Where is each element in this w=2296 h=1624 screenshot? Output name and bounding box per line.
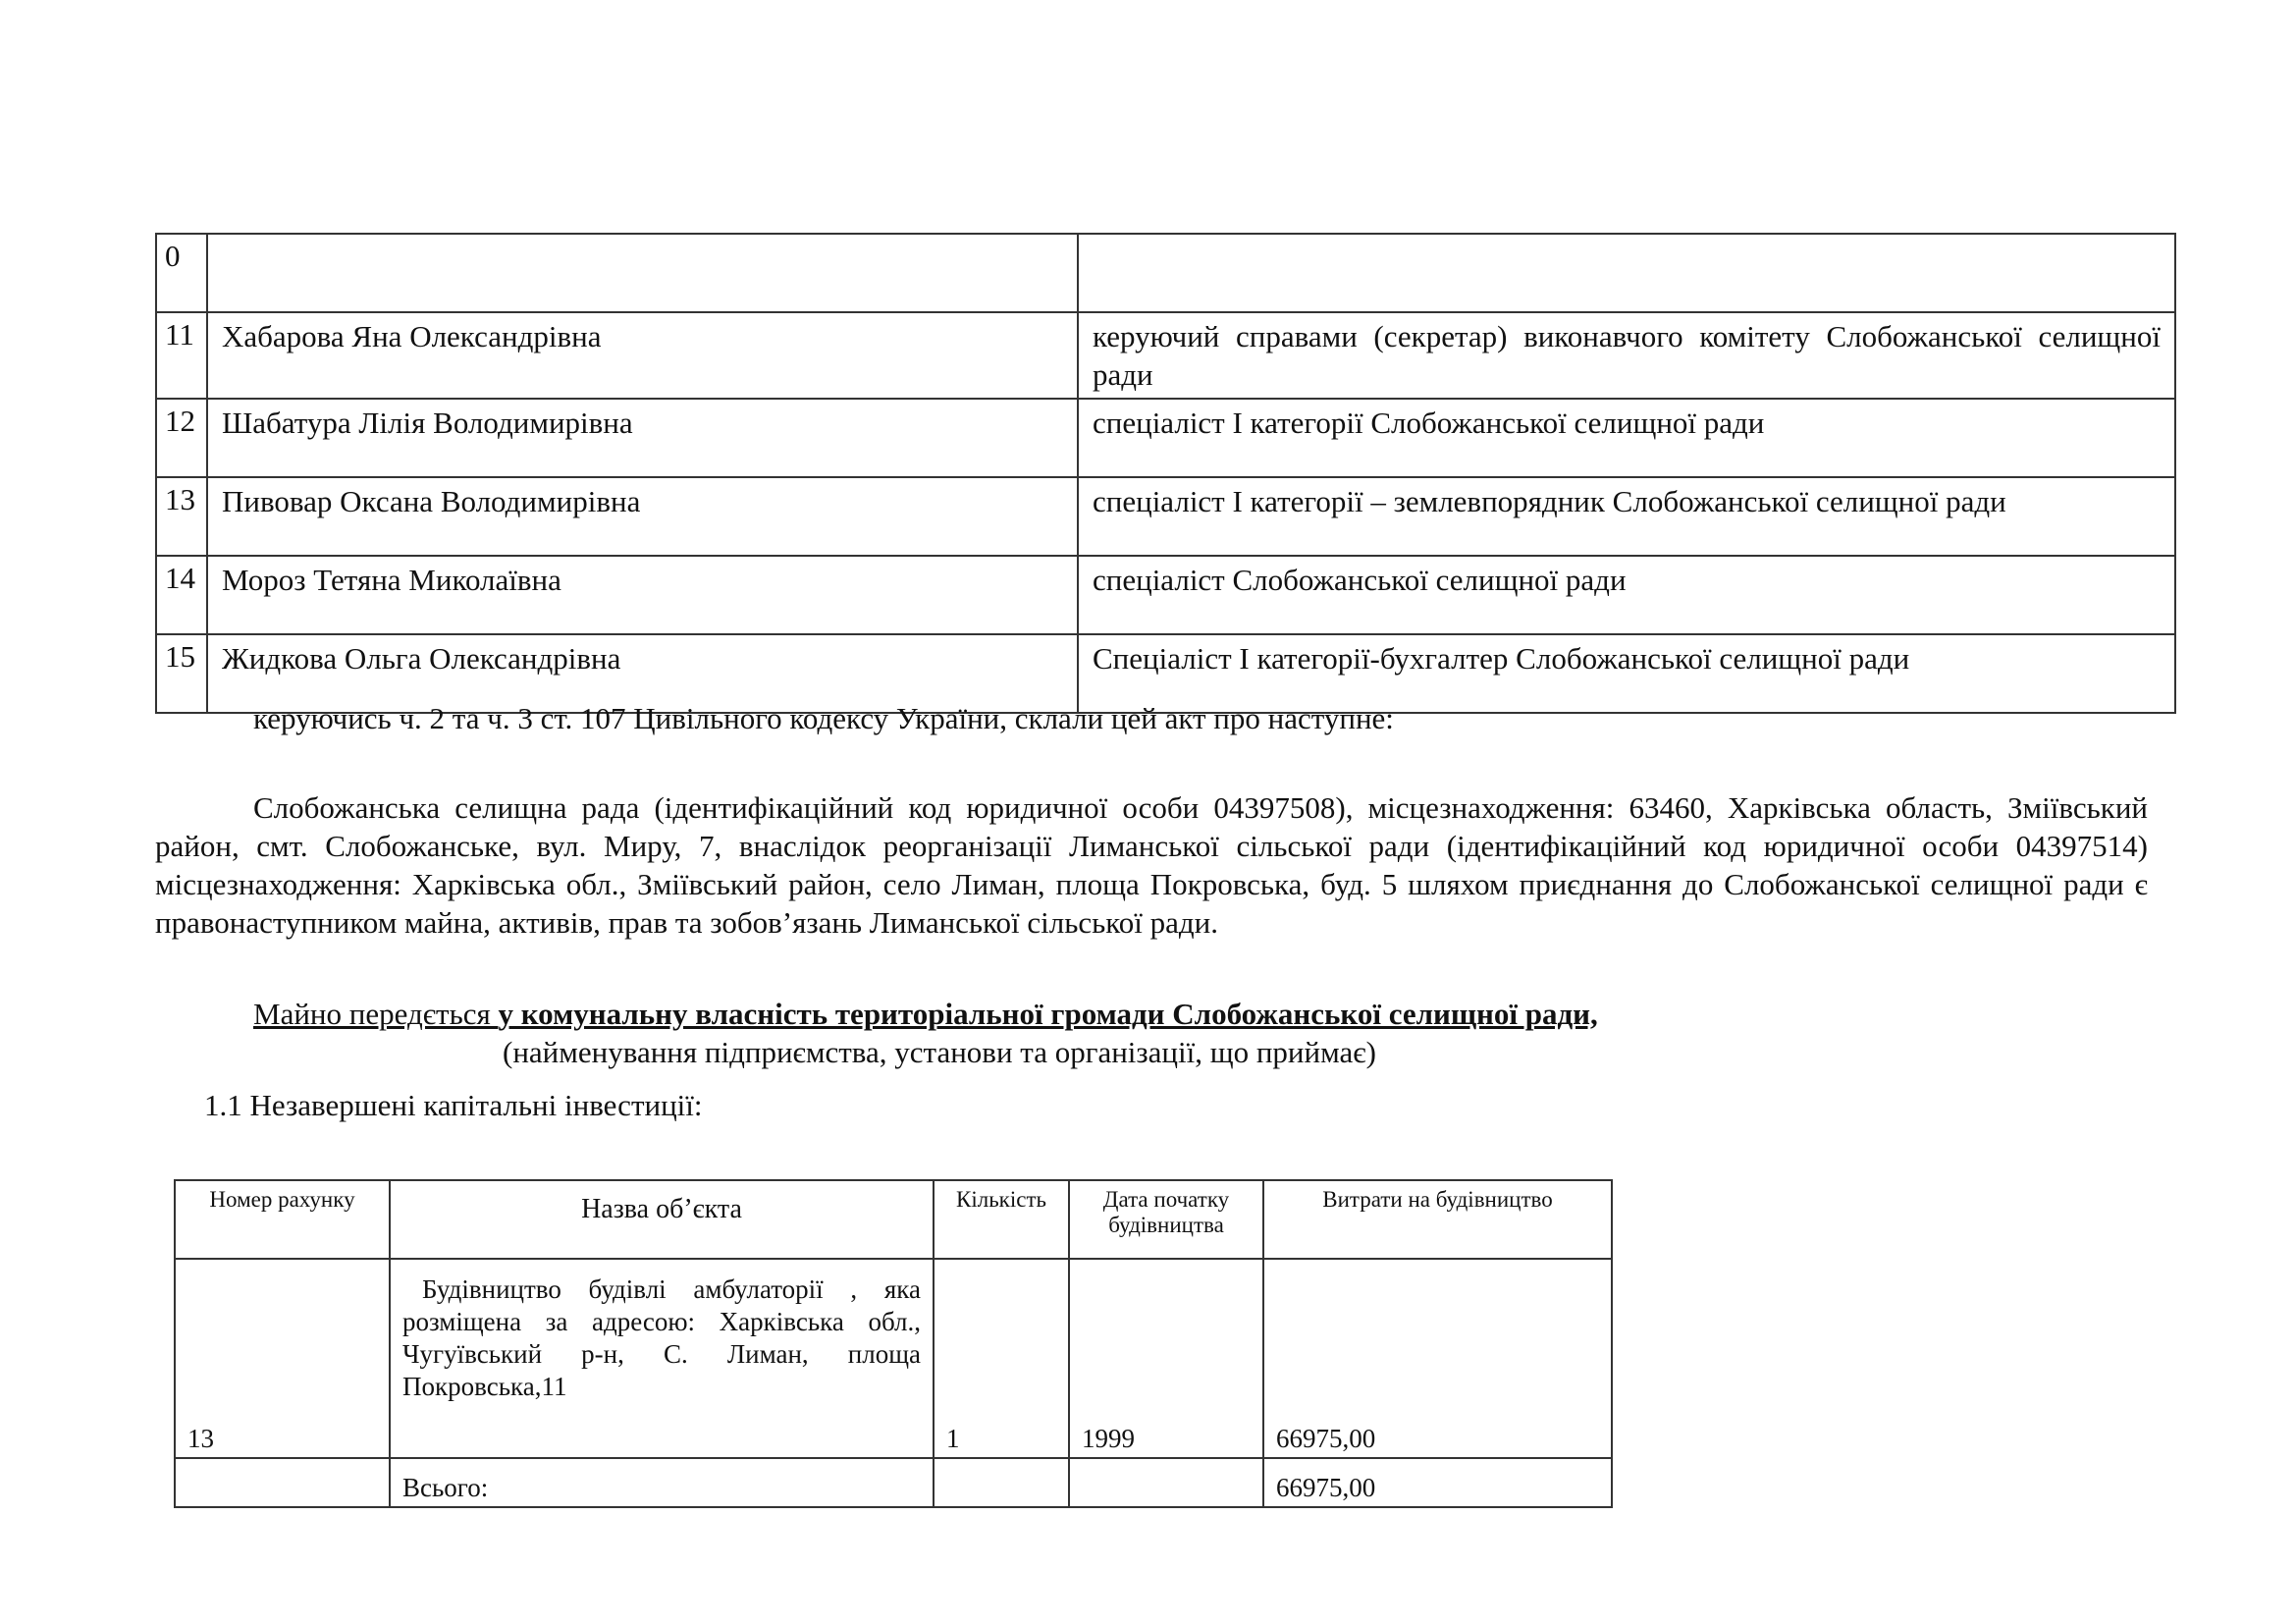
member-number: 12	[156, 399, 207, 477]
capital-investments-table	[174, 1179, 1613, 1508]
header-qty: Кількість	[934, 1180, 1069, 1259]
member-position: спеціаліст Слобожанської селищної ради	[1078, 556, 2175, 634]
transfer-recipient: у комунальну власність територіальної громади Слобожанської селищної ради,	[498, 997, 1598, 1031]
empty-cell	[934, 1458, 1069, 1507]
member-name: Мороз Тетяна Миколаївна	[207, 556, 1078, 634]
member-name: Пивовар Оксана Володимирівна	[207, 477, 1078, 556]
table-row	[156, 234, 2175, 312]
member-number: 0	[156, 234, 207, 312]
transfer-prefix: Майно передється	[253, 997, 499, 1031]
table-row	[156, 399, 2175, 477]
member-name: Шабатура Лілія Володимирівна	[207, 399, 1078, 477]
member-number: 11	[156, 312, 207, 399]
header-row	[175, 1180, 1612, 1259]
commission-members-table	[155, 233, 2176, 714]
table-row	[175, 1259, 1612, 1458]
header-account: Номер рахунку	[175, 1180, 390, 1259]
empty-cell	[175, 1458, 390, 1507]
member-name	[207, 234, 1078, 312]
section-title: 1.1 Незавершені капітальні інвестиції:	[204, 1088, 703, 1122]
member-number: 15	[156, 634, 207, 713]
transfer-note: (найменування підприємства, установи та організації, що приймає)	[503, 1035, 1376, 1069]
object-name-cell: Будівництво будівлі амбулаторії , яка розміщена за адресою: Харківська обл., Чугуївський р-н, С. Лиман, площа Покровська,11	[390, 1259, 934, 1458]
account-cell: 13	[175, 1259, 390, 1458]
empty-cell	[1069, 1458, 1263, 1507]
member-name: Жидкова Ольга Олександрівна	[207, 634, 1078, 713]
total-label: Всього:	[390, 1458, 934, 1507]
intro-paragraph: керуючись ч. 2 та ч. 3 ст. 107 Цивільного кодексу України, склали цей акт про наступне:	[253, 701, 1394, 735]
transfer-line	[155, 995, 2148, 1033]
qty-cell: 1	[934, 1259, 1069, 1458]
member-position: керуючий справами (секретар) виконавчого комітету Слобожанської селищної ради	[1078, 312, 2175, 399]
header-cost: Витрати на будівництво	[1263, 1180, 1612, 1259]
member-number: 14	[156, 556, 207, 634]
table-row	[156, 312, 2175, 399]
total-value: 66975,00	[1263, 1458, 1612, 1507]
body-paragraph: Слобожанська селищна рада (ідентифікаційний код юридичної особи 04397508), місцезнаходження: 63460, Харківська область, Зміївський район, смт. Слобожанське, вул. Миру, 7, внаслідок реорганізації Лиманської сільської ради (ідентифікаційний код юридичної особи 04397514) місцезнаходження: Харківська обл., Зміївський район, село Лиман, площа Покровська, буд. 5 шляхом приєднання до Слобожанської селищної ради є правонаступником майна, активів, прав та зобов’язань Лиманської сільської ради.	[155, 790, 2148, 940]
table-row	[156, 556, 2175, 634]
table-row	[156, 477, 2175, 556]
member-position: спеціаліст І категорії – землевпорядник Слобожанської селищної ради	[1078, 477, 2175, 556]
header-start-date: Дата початку будівництва	[1069, 1180, 1263, 1259]
member-position	[1078, 234, 2175, 312]
year-cell: 1999	[1069, 1259, 1263, 1458]
total-row	[175, 1458, 1612, 1507]
header-name: Назва об’єкта	[390, 1180, 934, 1259]
member-position: Спеціаліст І категорії-бухгалтер Слобожанської селищної ради	[1078, 634, 2175, 713]
cost-cell: 66975,00	[1263, 1259, 1612, 1458]
member-name: Хабарова Яна Олександрівна	[207, 312, 1078, 399]
member-position: спеціаліст І категорії Слобожанської селищної ради	[1078, 399, 2175, 477]
member-number: 13	[156, 477, 207, 556]
